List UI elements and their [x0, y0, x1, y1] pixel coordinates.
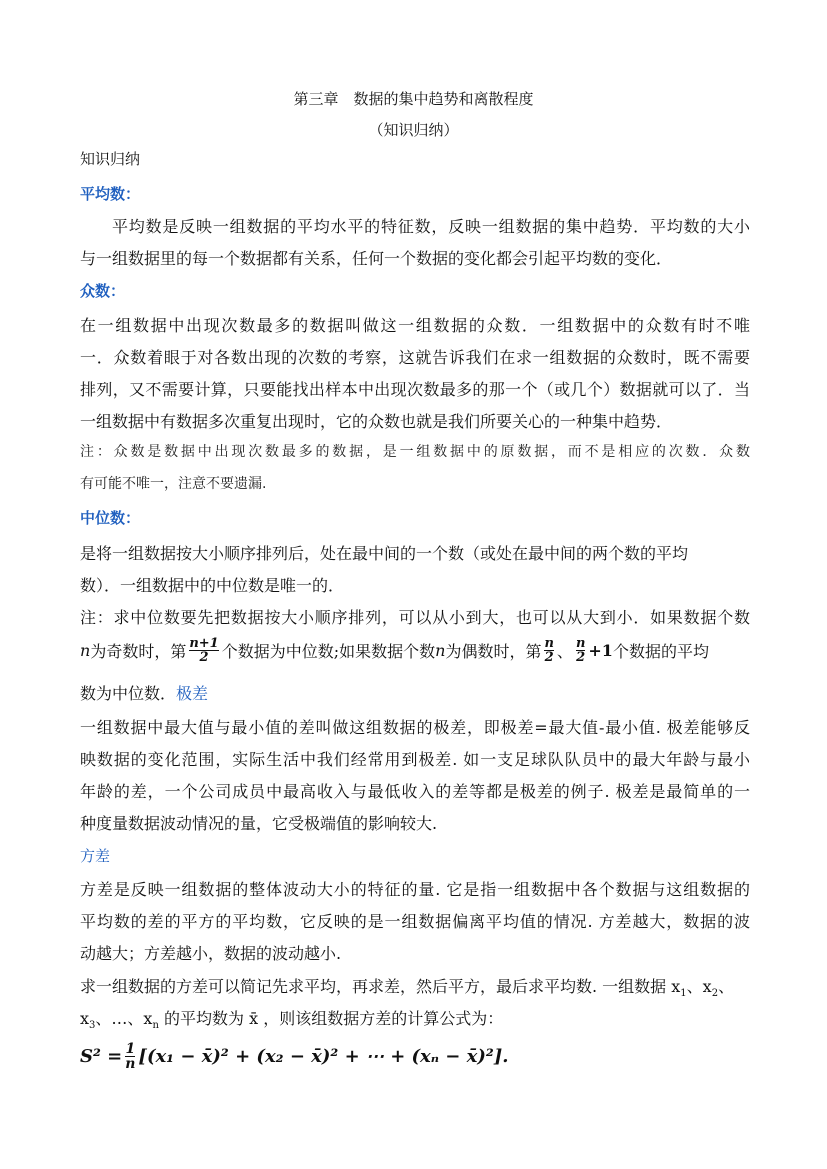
variance-line-3: 动越大；方差越小，数据的波动越小. — [80, 944, 342, 963]
mode-line-4: 一组数据中有数据多次重复出现时，它的众数也就是我们所要关心的一种集中趋势． — [80, 412, 673, 431]
formula-fraction — [125, 1042, 135, 1071]
chapter-title: 第三章 数据的集中趋势和离散程度 — [293, 90, 534, 108]
mode-line-2: 一．众数着眼于对各数出现的次数的考察，这就告诉我们在求一组数据的众数时，既不需要 — [80, 348, 750, 367]
fraction-denominator: 2 — [199, 649, 209, 665]
median-line-1: 是将一组数据按大小顺序排列后，处在最中间的一个数（或处在最中间的两个数的平均 — [80, 544, 689, 563]
fraction-numerator: n — [544, 635, 554, 651]
mean-heading: 平均数： — [80, 185, 141, 203]
var-n: n — [80, 640, 91, 660]
fraction-numerator: 1 — [125, 1041, 136, 1057]
median-even-b: 为偶数时，第 — [445, 641, 542, 661]
mode-note-2: 有可能不唯一，注意不要遗漏. — [80, 476, 267, 492]
formula-lhs: S² = — [80, 1046, 123, 1067]
dots-x: 、…、x — [95, 1009, 153, 1028]
range-line-2: 映数据的变化范围，实际生活中我们经常用到极差. 如一支足球队队员中的最大年龄与最小 — [80, 750, 750, 769]
fraction-denominator: 2 — [576, 649, 586, 665]
median-note-1: 注：求中位数要先把数据按大小顺序排列，可以从小到大，也可以从大到小．如果数据个数 — [80, 608, 750, 627]
median-odd-b: 个数据为中位数; — [221, 641, 340, 661]
median-heading: 中位数： — [80, 509, 141, 527]
fraction-denominator: n — [125, 1056, 136, 1072]
formula-text: ，则该组数据方差的计算公式为： — [263, 1009, 504, 1028]
x3: x — [80, 1009, 90, 1028]
mean-line-2: 与一组数据里的每一个数据都有关系，任何一个数据的变化都会引起平均数的变化． — [80, 249, 673, 268]
median-even-a: 如果数据个数 — [339, 641, 436, 661]
fraction-n-over-2-b — [576, 637, 585, 664]
mode-line-3: 排列，又不需要计算，只要能找出样本中出现次数最多的那一个（或几个）数据就可以了．当 — [80, 380, 750, 399]
sub-2: 2 — [711, 988, 719, 1000]
comma-x: 、x — [686, 977, 712, 996]
mode-note-1: 注：众数是数据中出现次数最多的数据，是一组数据中的原数据，而不是相应的次数．众数 — [80, 444, 750, 460]
variance-intro: 求一组数据的方差可以简记先求平均，再求差，然后平方，最后求平均数. 一组数据 x — [80, 977, 681, 996]
chapter-subtitle: （知识归纳） — [368, 121, 459, 139]
median-even-c: 个数据的平均 — [612, 641, 709, 661]
fraction-n-over-2 — [544, 637, 553, 664]
variance-line-2: 平均数的差的平方的平均数，它反映的是一组数据偏离平均值的情况. 方差越大，数据的波 — [80, 912, 750, 931]
median-odd-a: 为奇数时，第 — [90, 641, 187, 661]
sub-3: 3 — [89, 1020, 96, 1032]
variance-formula — [80, 1042, 509, 1071]
mode-line-1: 在一组数据中出现次数最多的数据叫做这一组数据的众数．一组数据中的众数有时不唯 — [80, 316, 750, 335]
variance-mean-line — [80, 1006, 750, 1031]
range-line-3: 年龄的差，一个公司成员中最高收入与最低收入的差等都是极差的例子. 极差是最简单的一 — [80, 782, 750, 801]
x-bar: x̄ — [249, 1009, 259, 1028]
mean-line-1: 平均数是反映一组数据的平均水平的特征数，反映一组数据的集中趋势．平均数的大小 — [112, 217, 750, 236]
plus-one: +1 — [588, 640, 613, 660]
mode-heading: 众数： — [80, 282, 126, 300]
fraction-numerator: n+1 — [189, 635, 219, 651]
fraction-denominator: 2 — [544, 649, 554, 665]
range-heading: 极差 — [176, 684, 209, 703]
sub-n: n — [152, 1020, 159, 1032]
median-last-line — [80, 681, 750, 704]
range-line-4: 种度量数据波动情况的量，它受极端值的影响较大. — [80, 814, 438, 833]
variance-intro-line — [80, 974, 750, 999]
tail-sep: 、 — [718, 977, 735, 996]
sub-1: 1 — [680, 988, 687, 1000]
range-line-1: 一组数据中最大值与最小值的差叫做这组数据的极差，即极差=最大值-最小值. 极差能够反 — [80, 718, 750, 737]
median-formula-line — [80, 632, 750, 668]
formula-rest: [(x₁ − x̄)² + (x₂ − x̄)² + ⋯ + (xₙ − x̄)²]. — [138, 1046, 509, 1067]
variance-line-1: 方差是反映一组数据的整体波动大小的特征的量. 它是指一组数据中各个数据与这组数据的 — [80, 880, 750, 899]
var-n-2: n — [435, 640, 446, 660]
median-line-2: 数）．一组数据中的中位数是唯一的． — [80, 576, 345, 595]
fraction-numerator: n — [575, 635, 586, 651]
section-label: 知识归纳 — [80, 150, 141, 168]
median-sep: 、 — [556, 641, 573, 661]
variance-heading: 方差 — [80, 847, 111, 865]
fraction-n-plus-1-over-2 — [189, 637, 218, 664]
median-last-a: 数为中位数． — [80, 684, 177, 703]
mean-text: 的平均数为 — [158, 1009, 244, 1028]
